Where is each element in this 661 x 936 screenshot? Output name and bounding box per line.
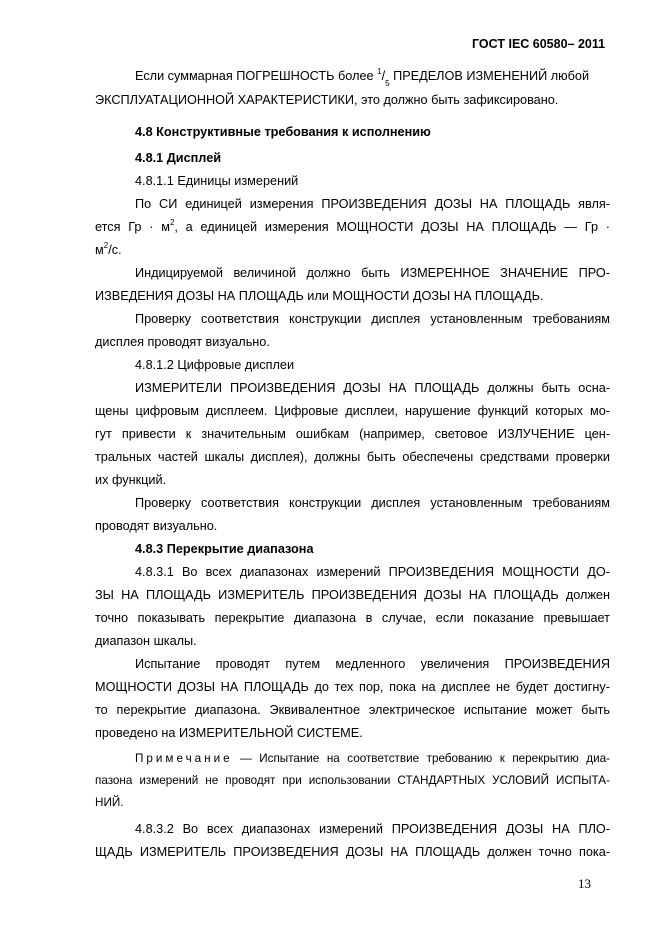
document-header: ГОСТ IEC 60580– 2011 (472, 37, 606, 51)
page-number: 13 (578, 876, 591, 891)
check2-line-1: Проверку соответствия конструкции дисплея установленным требованиям (135, 496, 610, 510)
units-line-3: $м^2/с$. (95, 240, 122, 257)
intro-line-2: ЭКСПЛУАТАЦИОННОЙ ХАРАКТЕРИСТИКИ, это должно быть зафиксировано. (95, 93, 559, 107)
units-line-2: ется Гр · $м^2$, а единицей измерения МОЩНОСТИ ДОЗЫ НА ПЛОЩАДЬ — Гр · (95, 217, 611, 234)
overlap-p1-line-4: диапазон шкалы. (95, 634, 197, 648)
intro-line-1: Если суммарная ПОГРЕШНОСТЬ более $^1/_5$ ПРЕДЕЛОВ ИЗМЕНЕНИЙ любой (135, 66, 590, 88)
units-line-1: По СИ единицей измерения ПРОИЗВЕДЕНИЯ ДОЗЫ НА ПЛОЩАДЬ явля- (135, 197, 610, 211)
digital-line-1: ИЗМЕРИТЕЛИ ПРОИЗВЕДЕНИЯ ДОЗЫ НА ПЛОЩАДЬ должны быть осна- (135, 381, 610, 395)
check2-line-2: проводят визуально. (95, 519, 218, 533)
section-heading-4-8: 4.8 Конструктивные требования к исполнению (135, 125, 431, 139)
digital-line-5: их функций. (95, 473, 167, 487)
subsection-title-4-8-1-1: 4.8.1.1 Единицы измерений (135, 174, 299, 188)
overlap-p3-line-2: ЩАДЬ ИЗМЕРИТЕЛЬ ПРОИЗВЕДЕНИЯ ДОЗЫ НА ПЛОЩАДЬ должен точно пока- (95, 845, 610, 859)
overlap-p2-line-4: проведено на ИЗМЕРИТЕЛЬНОЙ СИСТЕМЕ. (95, 726, 363, 740)
overlap-p1-line-2: ЗЫ НА ПЛОЩАДЬ ИЗМЕРИТЕЛЬ ПРОИЗВЕДЕНИЯ ДОЗЫ НА ПЛОЩАДЬ должен (95, 588, 610, 602)
subsection-title-4-8-1-2: 4.8.1.2 Цифровые дисплеи (135, 358, 295, 372)
digital-line-2: щены цифровым дисплеем. Цифровые дисплеи, нарушение функций которых мо- (95, 404, 610, 418)
digital-line-3: гут привести к значительным ошибкам (например, световое ИЗЛУЧЕНИЕ цен- (95, 427, 610, 441)
indicated-line-1: Индицируемой величиной должно быть ИЗМЕРЕННОЕ ЗНАЧЕНИЕ ПРО- (135, 266, 610, 280)
overlap-p1-line-1: 4.8.3.1 Во всех диапазонах измерений ПРОИЗВЕДЕНИЯ МОЩНОСТИ ДО- (135, 565, 610, 579)
section-heading-4-8-1: 4.8.1 Дисплей (135, 151, 222, 165)
overlap-p2-line-3: то перекрытие диапазона. Эквивалентное электрическое испытание может быть (95, 703, 610, 717)
note-label: Примечание (135, 752, 233, 765)
check1-line-2: дисплея проводят визуально. (95, 335, 270, 349)
note-line-1: Примечание — Испытание на соответствие требованию к перекрытию диа- (135, 752, 610, 765)
note-line-2: пазона измерений не проводят при использовании СТАНДАРТНЫХ УСЛОВИЙ ИСПЫТА- (95, 774, 610, 787)
overlap-p3-line-1: 4.8.3.2 Во всех диапазонах измерений ПРОИЗВЕДЕНИЯ ДОЗЫ НА ПЛО- (135, 822, 610, 836)
check1-line-1: Проверку соответствия конструкции дисплея установленным требованиям (135, 312, 610, 326)
overlap-p2-line-2: МОЩНОСТИ ДОЗЫ НА ПЛОЩАДЬ до тех пор, пока на дисплее не будет достигну- (95, 680, 610, 694)
overlap-p2-line-1: Испытание проводят путем медленного увеличения ПРОИЗВЕДЕНИЯ (135, 657, 610, 671)
section-heading-4-8-3: 4.8.3 Перекрытие диапазона (135, 542, 314, 556)
indicated-line-2: ИЗВЕДЕНИЯ ДОЗЫ НА ПЛОЩАДЬ или МОЩНОСТИ ДОЗЫ НА ПЛОЩАДЬ. (95, 289, 544, 303)
digital-line-4: тральных частей шкалы дисплея), должны быть обеспечены средствами проверки (95, 450, 610, 464)
note-line-3: НИЙ. (95, 796, 124, 809)
overlap-p1-line-3: точно показывать перекрытие диапазона в случае, если показание превышает (95, 611, 610, 625)
